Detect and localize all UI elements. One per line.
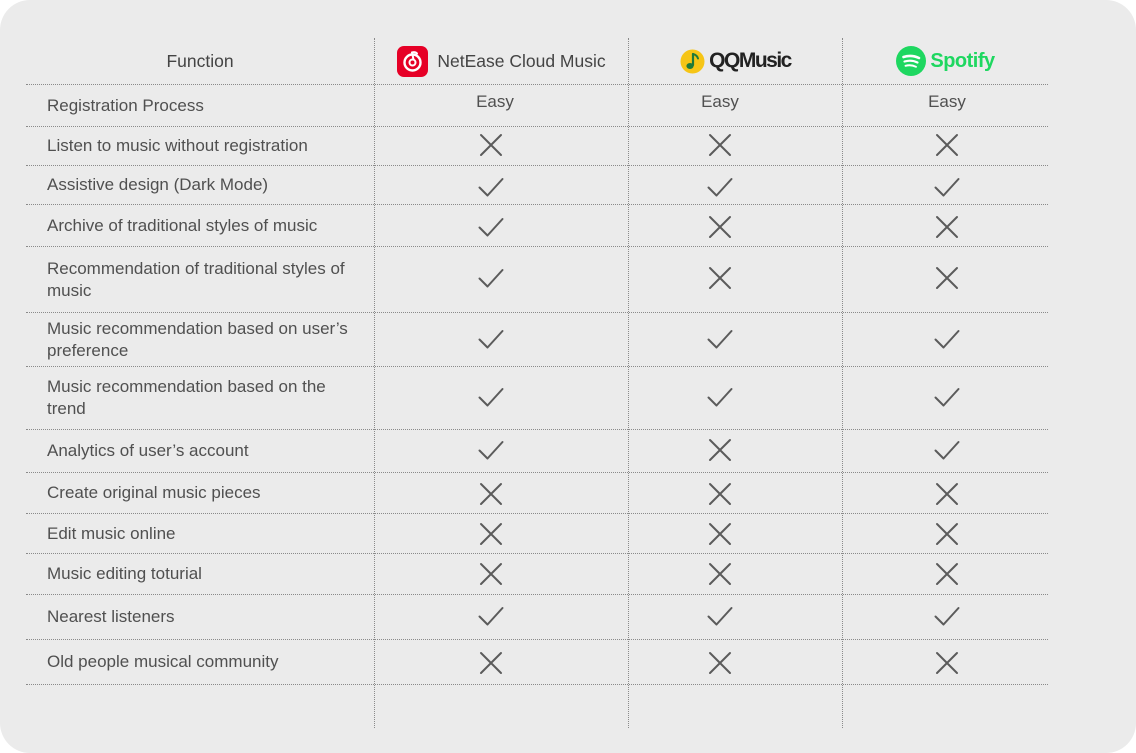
check-mark-icon: [705, 324, 735, 354]
row-label: Assistive design (Dark Mode): [47, 175, 269, 194]
check-mark-icon: [932, 382, 962, 412]
row-label: Create original music pieces: [47, 483, 261, 502]
cross-icon: [927, 245, 967, 310]
cross-mark-icon: [932, 212, 962, 242]
check-mark-icon: [932, 601, 962, 631]
cross-mark-icon: [705, 479, 735, 509]
column-divider: [842, 38, 843, 728]
cross-icon: [471, 126, 511, 164]
qq-music-logo-icon: [680, 49, 705, 74]
check-icon: [471, 245, 511, 310]
cross-mark-icon: [705, 559, 735, 589]
cross-mark-icon: [932, 130, 962, 160]
cross-mark-icon: [705, 648, 735, 678]
row-label: Music recommendation based on user’s preference: [47, 318, 348, 360]
cross-icon: [700, 641, 740, 685]
check-icon: [471, 312, 511, 365]
cross-icon: [700, 126, 740, 164]
function-header: Function: [166, 50, 234, 71]
check-mark-icon: [705, 601, 735, 631]
row-label: Music recommendation based on the trend: [47, 377, 326, 418]
cross-mark-icon: [476, 130, 506, 160]
cross-mark-icon: [705, 435, 735, 465]
cross-icon: [927, 126, 967, 164]
check-mark-icon: [705, 382, 735, 412]
cross-icon: [927, 514, 967, 553]
cross-mark-icon: [705, 519, 735, 549]
cross-icon: [927, 641, 967, 685]
check-icon: [471, 366, 511, 428]
cross-mark-icon: [476, 648, 506, 678]
check-mark-icon: [476, 601, 506, 631]
row-label: Old people musical community: [47, 652, 279, 671]
spotify-name: Spotify: [930, 49, 995, 72]
cross-mark-icon: [932, 479, 962, 509]
check-mark-icon: [932, 172, 962, 202]
cross-icon: [700, 429, 740, 471]
cell-value: Easy: [476, 91, 514, 111]
check-mark-icon: [476, 172, 506, 202]
check-mark-icon: [476, 382, 506, 412]
value-cell: [887, 81, 1007, 122]
cross-mark-icon: [932, 648, 962, 678]
cross-icon: [471, 554, 511, 594]
check-icon: [927, 366, 967, 428]
cross-icon: [700, 245, 740, 310]
cell-value: Easy: [701, 91, 739, 111]
row-label: Analytics of user’s account: [47, 441, 249, 460]
check-icon: [471, 206, 511, 247]
row-label: Archive of traditional styles of music: [47, 215, 318, 235]
check-mark-icon: [476, 435, 506, 465]
qqmusic-header: [629, 38, 842, 84]
cross-mark-icon: [705, 130, 735, 160]
check-mark-icon: [476, 263, 506, 293]
check-mark-icon: [932, 324, 962, 354]
row-label: Listen to music without registration: [47, 136, 308, 155]
cross-icon: [700, 206, 740, 247]
check-icon: [927, 429, 967, 471]
cross-mark-icon: [476, 519, 506, 549]
cross-icon: [471, 514, 511, 553]
check-icon: [700, 168, 740, 206]
value-cell: [660, 81, 780, 122]
cross-icon: [700, 474, 740, 514]
cross-icon: [471, 641, 511, 685]
netease-name: NetEase Cloud Music: [437, 50, 606, 71]
check-icon: [471, 429, 511, 471]
row-label: Recommendation of traditional styles of music: [47, 258, 345, 300]
row-label: Registration Process: [47, 95, 204, 115]
qqmusic-name: QQMusic: [709, 49, 791, 72]
value-cell: [435, 81, 555, 122]
cross-mark-icon: [476, 559, 506, 589]
cross-mark-icon: [932, 519, 962, 549]
row-label: Nearest listeners: [47, 607, 175, 626]
cross-mark-icon: [932, 559, 962, 589]
check-icon: [471, 168, 511, 206]
row-divider: [26, 684, 1048, 685]
cross-mark-icon: [705, 263, 735, 293]
check-icon: [927, 168, 967, 206]
cell-value: Easy: [928, 91, 966, 111]
spotify-logo-icon: [896, 46, 926, 76]
cross-mark-icon: [932, 263, 962, 293]
column-divider: [374, 38, 375, 728]
row-label: Music editing toturial: [47, 564, 202, 583]
check-icon: [700, 312, 740, 365]
cross-icon: [927, 206, 967, 247]
cross-mark-icon: [476, 479, 506, 509]
check-mark-icon: [476, 212, 506, 242]
check-mark-icon: [476, 324, 506, 354]
cross-icon: [700, 554, 740, 594]
netease-header: [375, 38, 628, 84]
check-icon: [471, 594, 511, 638]
column-divider: [628, 38, 629, 728]
cross-icon: [927, 474, 967, 514]
cross-icon: [700, 514, 740, 553]
check-icon: [700, 366, 740, 428]
netease-logo-icon: [397, 46, 428, 77]
check-icon: [700, 594, 740, 638]
row-label: Edit music online: [47, 523, 176, 543]
check-mark-icon: [932, 435, 962, 465]
cross-icon: [471, 474, 511, 514]
check-mark-icon: [705, 172, 735, 202]
cross-icon: [927, 554, 967, 594]
check-icon: [927, 312, 967, 365]
spotify-header: [843, 38, 1048, 84]
check-icon: [927, 594, 967, 638]
cross-mark-icon: [705, 212, 735, 242]
